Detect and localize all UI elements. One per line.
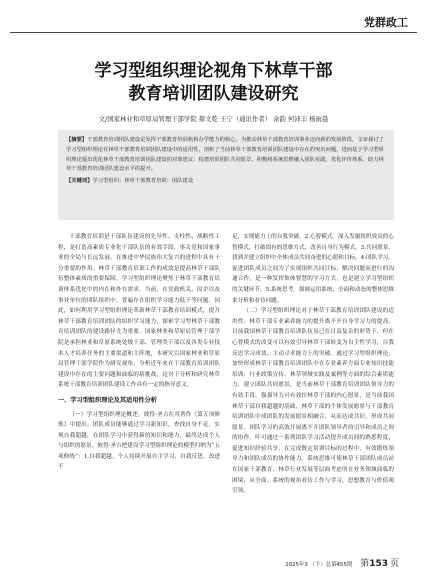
keywords-label: 【关键词】 bbox=[66, 178, 93, 185]
header-divider bbox=[10, 32, 417, 33]
body-column-left bbox=[58, 232, 220, 552]
section-tag: 党群政工 bbox=[364, 16, 408, 29]
intro-paragraph: 干部教育培训是干部队伍建设的先导性、支柱性、战略性工程，是打造高素质专业化干部队伍的有效手段，事关党和国家事业的全局与长远发展。在推进中华民族伟大复兴的进程中具有十分重要的作用。林草干部教育培训工作的成效是提高林草干部队伍整体素质的重要保障，学习型组织理论聚焦于林草干部教育培训体系优化中的内在和外在需求。当前，在党政机关、国企以及事业单位的团队组织中，普遍存在组织学习能力低下等问题。因此，如何利用学习型组织理论革新林草干部教育培训模式，提升林草干部教育培训团队的组织学习能力，探索学习型林草干部教育培训团队的建设路径尤为重要。国家林业和草原局管理干部学院是承担林业和草原系统处级干部、管理类干部以及各类专业技术人才培养任务的主要渠道和主阵地，本研究以国家林业和草原局管理干部学院作为研究视角，分析近年来在干部教育培训团队建设中存在的主要问题和面临的新挑战，这对于分析和研究林草系统干部教育培训团队建设工作具有一定的指导意义。 bbox=[58, 234, 220, 389]
page-footer bbox=[285, 556, 399, 569]
title-line-2: 教育培训团队建设研究 bbox=[128, 84, 299, 104]
subheading-1: （一）学习型组织理论概述。 bbox=[69, 411, 144, 418]
applicability-text: 林草干部专业素养能力的提升离不开自身学习力的提高，目前我国林草干部教育培训队伍虽已在日益复杂的形势下，但在心智模式的改变可以有效引导林草干部转变为自主性学习，自我反思学习成效、主动寻求能力上的突破。通过学习型组织理论，加快形成林草干部教育培训团队中在专业素养方面专业知识技能培训、行业政策宣传、林草领域实践及案例等方面的综合素质能力。建立团队共同愿景，是当前林草干部教育培训团队领导力的有效手段。强强导力可有效拉林草干部的内心愿景，是当前我国林草干部自我超越的基础，林草干部的个体发展愿景与干部教育培训团队中成团队的发展愿景相融合，从而达成共识，形成共同愿景。团队学习的高效开展离不开团队领导者的引导和成员之间的协作。叶可通过一系列团队学习活动提升成员间的熟悉程度，促进知识经验共享，在完成既定培训目标的过程中，有效锻炼领导力和团队成员的协作能力。系统思维可使林草干部团队成员站在国家干部教育、林草行业发展等层面考虑所在业务领域面临的困境，从全面、系统的视角看待工作与学习，思想教育与价值观引领。 bbox=[232, 318, 394, 495]
author-line: 文/国家林业和草原局管理干部学院 郝文乾 王宁（通讯作者） 余韵 何沛丰 杨雨晨 bbox=[98, 115, 329, 123]
keywords bbox=[66, 177, 386, 187]
page-number: 153 bbox=[369, 559, 388, 569]
title-line-1: 学习型组织理论视角下林草干部 bbox=[94, 61, 333, 81]
theory-overview-paragraph bbox=[58, 410, 220, 474]
page-suffix: 页 bbox=[389, 559, 399, 569]
body-column-right bbox=[232, 232, 394, 552]
section-heading-1: 一、学习型组织理论及其适用性分析 bbox=[58, 396, 157, 404]
abstract-box bbox=[58, 130, 394, 220]
issue-info: 2025年3 （下）总第455期 bbox=[285, 562, 353, 568]
theory-overview-text: 彼得·圣吉在其著作《第五项修炼》中提出，团队成员能够通过学习新知识，查找自身不足，实现自我超越，在团队学习中获得新的知识和能力，最终达成个人与组织的愿景。彼得·圣吉把建设学习型组织理论的模型归纳为“五项修炼”：1.自我超越。个人持续开展自主学习、自我反思，改进不 bbox=[58, 411, 220, 471]
subheading-2: （二）学习型组织理论对于林草干部教育培训团队建设的适用性。 bbox=[232, 308, 394, 325]
article-title bbox=[0, 60, 427, 106]
keywords-text: 学习型组织；林草干部教育培训；团队建设 bbox=[92, 178, 194, 185]
abstract-text: 干部教育培训团队建设是发挥干部教育培训机构办学能力的核心，为推动林草干部教育培训事业迈向新的发展阶段，文章探讨了学习型组织理论在林草干部教育培训团队建设中的适用性，剖析了当前林草干部教育培训团队建设中存在的突出问题，进而基于学习型组织理论提出优化林草干部教育培训团队建设的对策建议：构建培训团队共同愿景、积极将系统思维融入团队实践、优化评价体系，助力林草干部教育培训团队建设水平的提升。 bbox=[66, 137, 384, 173]
five-disciplines-paragraph: 足，实现能力上的自我突破。2.心智模式。深入发掘组织成员的心智模式，打破固有的思维方式，改善自身行为模式。3.共同愿景。找到并建立组织中全体成员共同奋进的心愿和目标。4.团队学习。促进团队成员之间为了实现组织共同目标、解决问题而进行的沟通合作，是一种发挥集体智慧的学习方式，也是建立学习型组织的关键环节。5.系统思考。强调运用系统、全面和动态的整体思维来分析和看待问题。 bbox=[232, 234, 394, 304]
page-prefix: 第 bbox=[360, 559, 370, 569]
applicability-paragraph bbox=[232, 306, 394, 497]
abstract-label: 【摘要】 bbox=[66, 137, 88, 143]
abstract bbox=[66, 136, 386, 175]
